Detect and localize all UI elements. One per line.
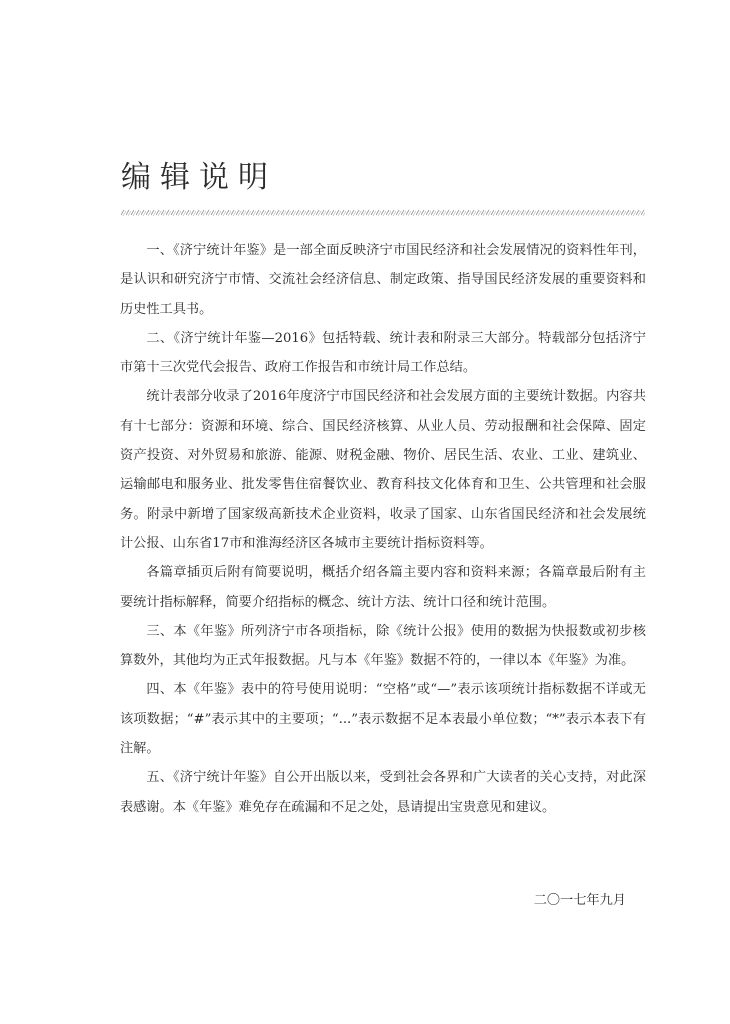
paragraph-7: 五、《济宁统计年鉴》自公开出版以来，受到社会各界和广大读者的关心支持，对此深表感谢。本《年鉴》难免存在疏漏和不足之处，恳请提出宝贵意见和建议。 [120,770,646,815]
paragraph-5: 三、本《年鉴》所列济宁市各项指标，除《统计公报》使用的数据为快报数或初步核算数外，其他均为正式年报数据。凡与本《年鉴》数据不符的，一律以本《年鉴》为准。 [120,623,646,669]
page-title: 编辑说明 [121,160,277,195]
paragraph-3: 统计表部分收录了2016年度济宁市国民经济和社会发展方面的主要统计数据。内容共有十七部分：资源和环境、综合、国民经济核算、从业人员、劳动报酬和社会保障、固定资产投资、对外贸易和旅游、能源、财税金融、物价、居民生活、农业、工业、建筑业、运输邮电和服务业、批发零售住宿餐饮业、教育科技文化体育和卫生、公共管理和社会服务。附录中新增了国家级高新技术企业资料，收录了国家、山东省国民经济和社会发展统计公报、山东省17市和淮海经济区各城市主要统计指标资料等。 [120,389,646,551]
decorative-divider [121,209,645,217]
paragraph-2: 二、《济宁统计年鉴—2016》包括特载、统计表和附录三大部分。特载部分包括济宁市第十三次党代会报告、政府工作报告和市统计局工作总结。 [120,330,646,376]
paragraph-4: 各篇章插页后附有简要说明，概括介绍各篇主要内容和资料来源；各篇章最后附有主要统计指标解释，简要介绍指标的概念、统计方法、统计口径和统计范围。 [120,565,646,610]
paragraph-1: 一、《济宁统计年鉴》是一部全面反映济宁市国民经济和社会发展情况的资料性年刊，是认识和研究济宁市情、交流社会经济信息、制定政策、指导国民经济发展的重要资料和历史性工具书。 [120,243,646,317]
date-signature: 二〇一七年九月 [533,893,626,908]
paragraph-6: 四、本《年鉴》表中的符号使用说明：“空格”或“—”表示该项统计指标数据不详或无该项数据；“#”表示其中的主要项；“...”表示数据不足本表最小单位数；“*”表示本表下有注解。 [120,682,646,757]
body-text [120,236,646,822]
